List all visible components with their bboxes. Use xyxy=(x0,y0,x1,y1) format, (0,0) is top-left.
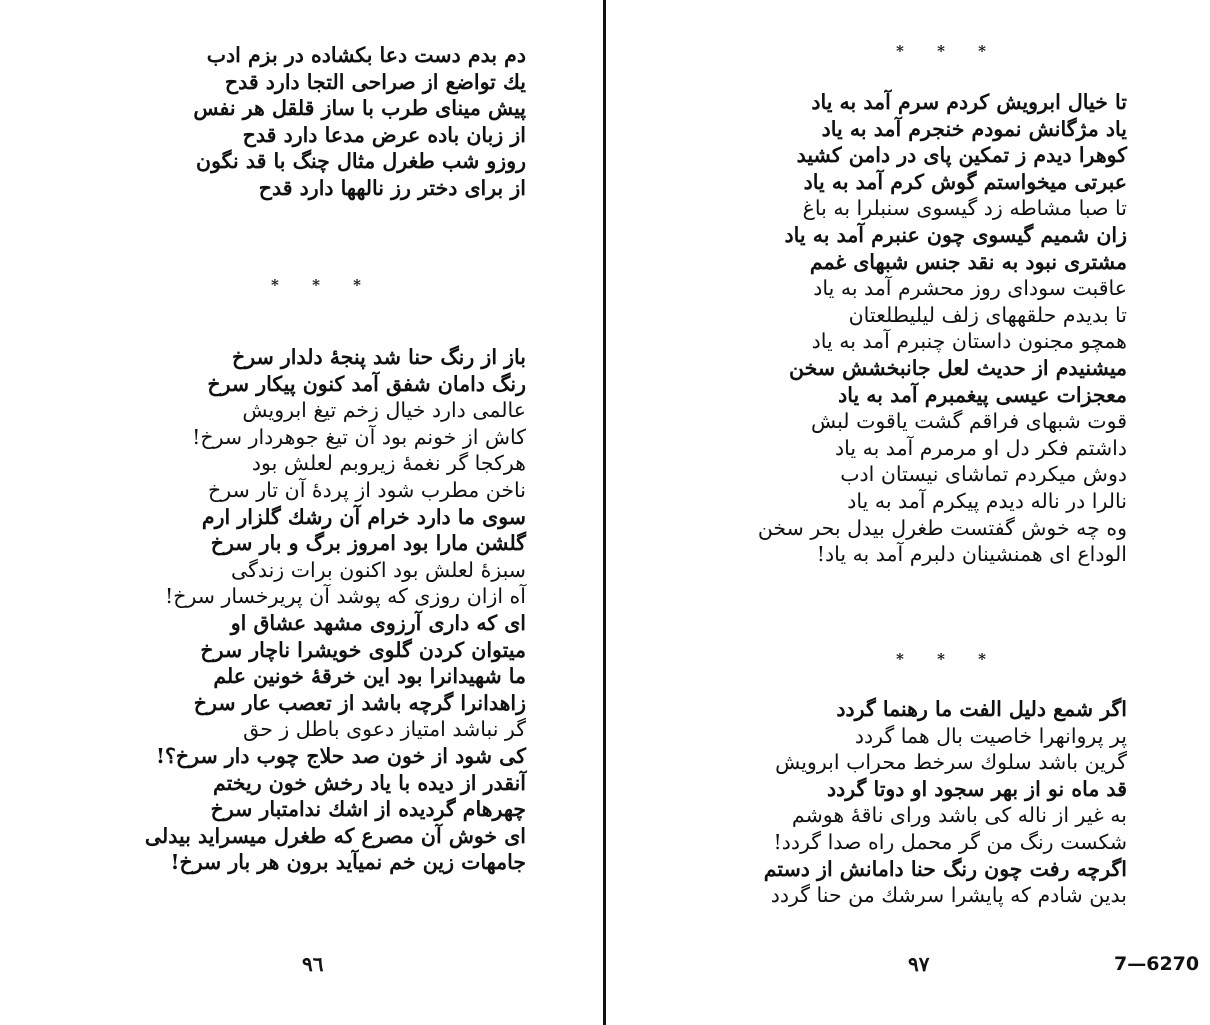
verse-line: شکست رنگ من گر محمل راه صدا گردد! xyxy=(773,829,1127,854)
right-poem-2 xyxy=(764,696,1127,909)
verse-line: اگر شمع دلیل الفت ما رهنما گردد xyxy=(836,697,1127,721)
verse-line: تا صبا مشاطه زد گیسوی سنبلرا به باغ xyxy=(802,196,1127,221)
verse-line: از برای دختر رز نالهها دارد قدح xyxy=(258,175,526,200)
verse-line: باز از رنگ حنا شد پنجهٔ دلدار سرخ xyxy=(232,345,526,369)
page-number: ۹٦ xyxy=(302,952,324,976)
verse-line: معجزات عیسی پیغمبرم آمد به یاد xyxy=(838,382,1127,407)
verse-line: آنقدر از دیده با یاد رخش خون ریختم xyxy=(212,770,526,795)
verse-line: هرکجا گر نغمهٔ زیروبم لعلش بود xyxy=(251,451,526,476)
verse-line: رنگ دامان شفق آمد کنون پیکار سرخ xyxy=(207,371,526,396)
printer-signature-mark: 7—6270 xyxy=(1114,953,1200,975)
verse-line: گرین باشد سلوك سرخط محراب ابرویش xyxy=(775,750,1127,775)
verse-line: سوی ما دارد خرام آن رشك گلزار ارم xyxy=(201,504,526,529)
verse-line: ناخن مطرب شود از پردهٔ آن تار سرخ xyxy=(208,477,526,502)
verse-line: میتوان کردن گلوی خویشرا ناچار سرخ xyxy=(200,637,526,662)
right-poem-1 xyxy=(758,89,1127,568)
verse-line: وه چه خوش گفتست طغرل بیدل بحر سخن xyxy=(757,515,1127,540)
verse-line: آه ازان روزی که پوشد آن پریرخسار سرخ! xyxy=(165,584,526,609)
section-divider-stars: * * * xyxy=(896,650,1000,668)
left-poem-1 xyxy=(193,42,526,202)
verse-line: کوهرا دیدم ز تمکین پای در دامن کشید xyxy=(796,143,1127,168)
verse-line: اگرچه رفت چون رنگ حنا دامانش از دستم xyxy=(763,856,1127,881)
section-divider-stars: * * * xyxy=(896,42,1000,60)
verse-line: نالرا در ناله دیدم پیکرم آمد به یاد xyxy=(847,488,1127,513)
verse-line: داشتم فکر دل او مرمرم آمد به یاد xyxy=(835,435,1127,460)
verse-line: زاهدانرا گرچه باشد از تعصب عار سرخ xyxy=(193,690,526,715)
left-page xyxy=(0,0,603,1025)
verse-line: یك تواضع از صراحی التجا دارد قدح xyxy=(224,69,526,94)
verse-line: چهرهام گردیده از اشك ندامتبار سرخ xyxy=(210,797,526,822)
verse-line: میشنیدم از حدیث لعل جانبخشش سخن xyxy=(789,355,1127,380)
verse-line: عبرتی میخواستم گوش کرم آمد به یاد xyxy=(803,169,1127,194)
right-page xyxy=(606,0,1210,1025)
verse-line: به غیر از ناله کی باشد ورای ناقهٔ هوشم xyxy=(791,803,1127,828)
verse-line: قد ماه نو از بهر سجود او دوتا گردد xyxy=(826,776,1127,801)
verse-line: سبزهٔ لعلش بود اکنون برات زندگی xyxy=(231,557,526,582)
verse-line: از زبان باده عرض مدعا دارد قدح xyxy=(242,122,526,147)
verse-line: پر پروانهرا خاصیت بال هما گردد xyxy=(854,723,1127,748)
verse-line: دم بدم دست دعا بکشاده در بزم ادب xyxy=(206,43,526,67)
verse-line: مشتری نبود به نقد جنس شبهای غمم xyxy=(809,249,1127,274)
verse-line: الوداع ای همنشینان دلبرم آمد به یاد! xyxy=(816,542,1127,567)
verse-line: گر نباشد امتیاز دعوی باطل ز حق xyxy=(243,717,526,742)
verse-line: ای که داری آرزوی مشهد عشاق او xyxy=(230,610,526,635)
left-poem-2 xyxy=(145,344,526,876)
verse-line: کی شود از خون صد حلاج چوب دار سرخ؟! xyxy=(156,743,526,768)
verse-line: روزو شب طغرل مثال چنگ با قد نگون xyxy=(196,149,526,174)
verse-line: یاد مژگانش نمودم خنجرم آمد به یاد xyxy=(821,116,1127,141)
page-number: ۹۷ xyxy=(908,952,930,976)
verse-line: تا خیال ابرویش کردم سرم آمد به یاد xyxy=(811,90,1127,114)
section-divider-stars: * * * xyxy=(271,276,375,294)
verse-line: عالمی دارد خیال زخم تیغ ابرویش xyxy=(242,398,526,423)
verse-line: ای خوش آن مصرع که طغرل میسراید بیدلی xyxy=(144,823,526,848)
verse-line: زان شمیم گیسوی چون عنبرم آمد به یاد xyxy=(784,222,1127,247)
verse-line: همچو مجنون داستان چنبرم آمد به یاد xyxy=(811,329,1127,354)
verse-line: گلشن مارا بود امروز برگ و بار سرخ xyxy=(210,531,526,556)
verse-line: عاقبت سودای روز محشرم آمد به یاد xyxy=(813,276,1127,301)
verse-line: پیش مینای طرب با ساز قلقل هر نفس xyxy=(193,96,526,121)
verse-line: جامهات زین خم نمیآید برون هر بار سرخ! xyxy=(170,850,526,875)
verse-line: تا بدیدم حلقههای زلف لیلیطلعتان xyxy=(848,302,1127,327)
verse-line: بدین شادم که پایشرا سرشك من حنا گردد xyxy=(770,883,1127,908)
verse-line: کاش از خونم بود آن تیغ جوهردار سرخ! xyxy=(192,424,526,449)
verse-line: دوش میکردم تماشای نیستان ادب xyxy=(840,462,1127,487)
verse-line: قوت شبهای فراقم گشت یاقوت لبش xyxy=(810,409,1127,434)
verse-line: ما شهیدانرا بود این خرقهٔ خونین علم xyxy=(213,664,526,689)
